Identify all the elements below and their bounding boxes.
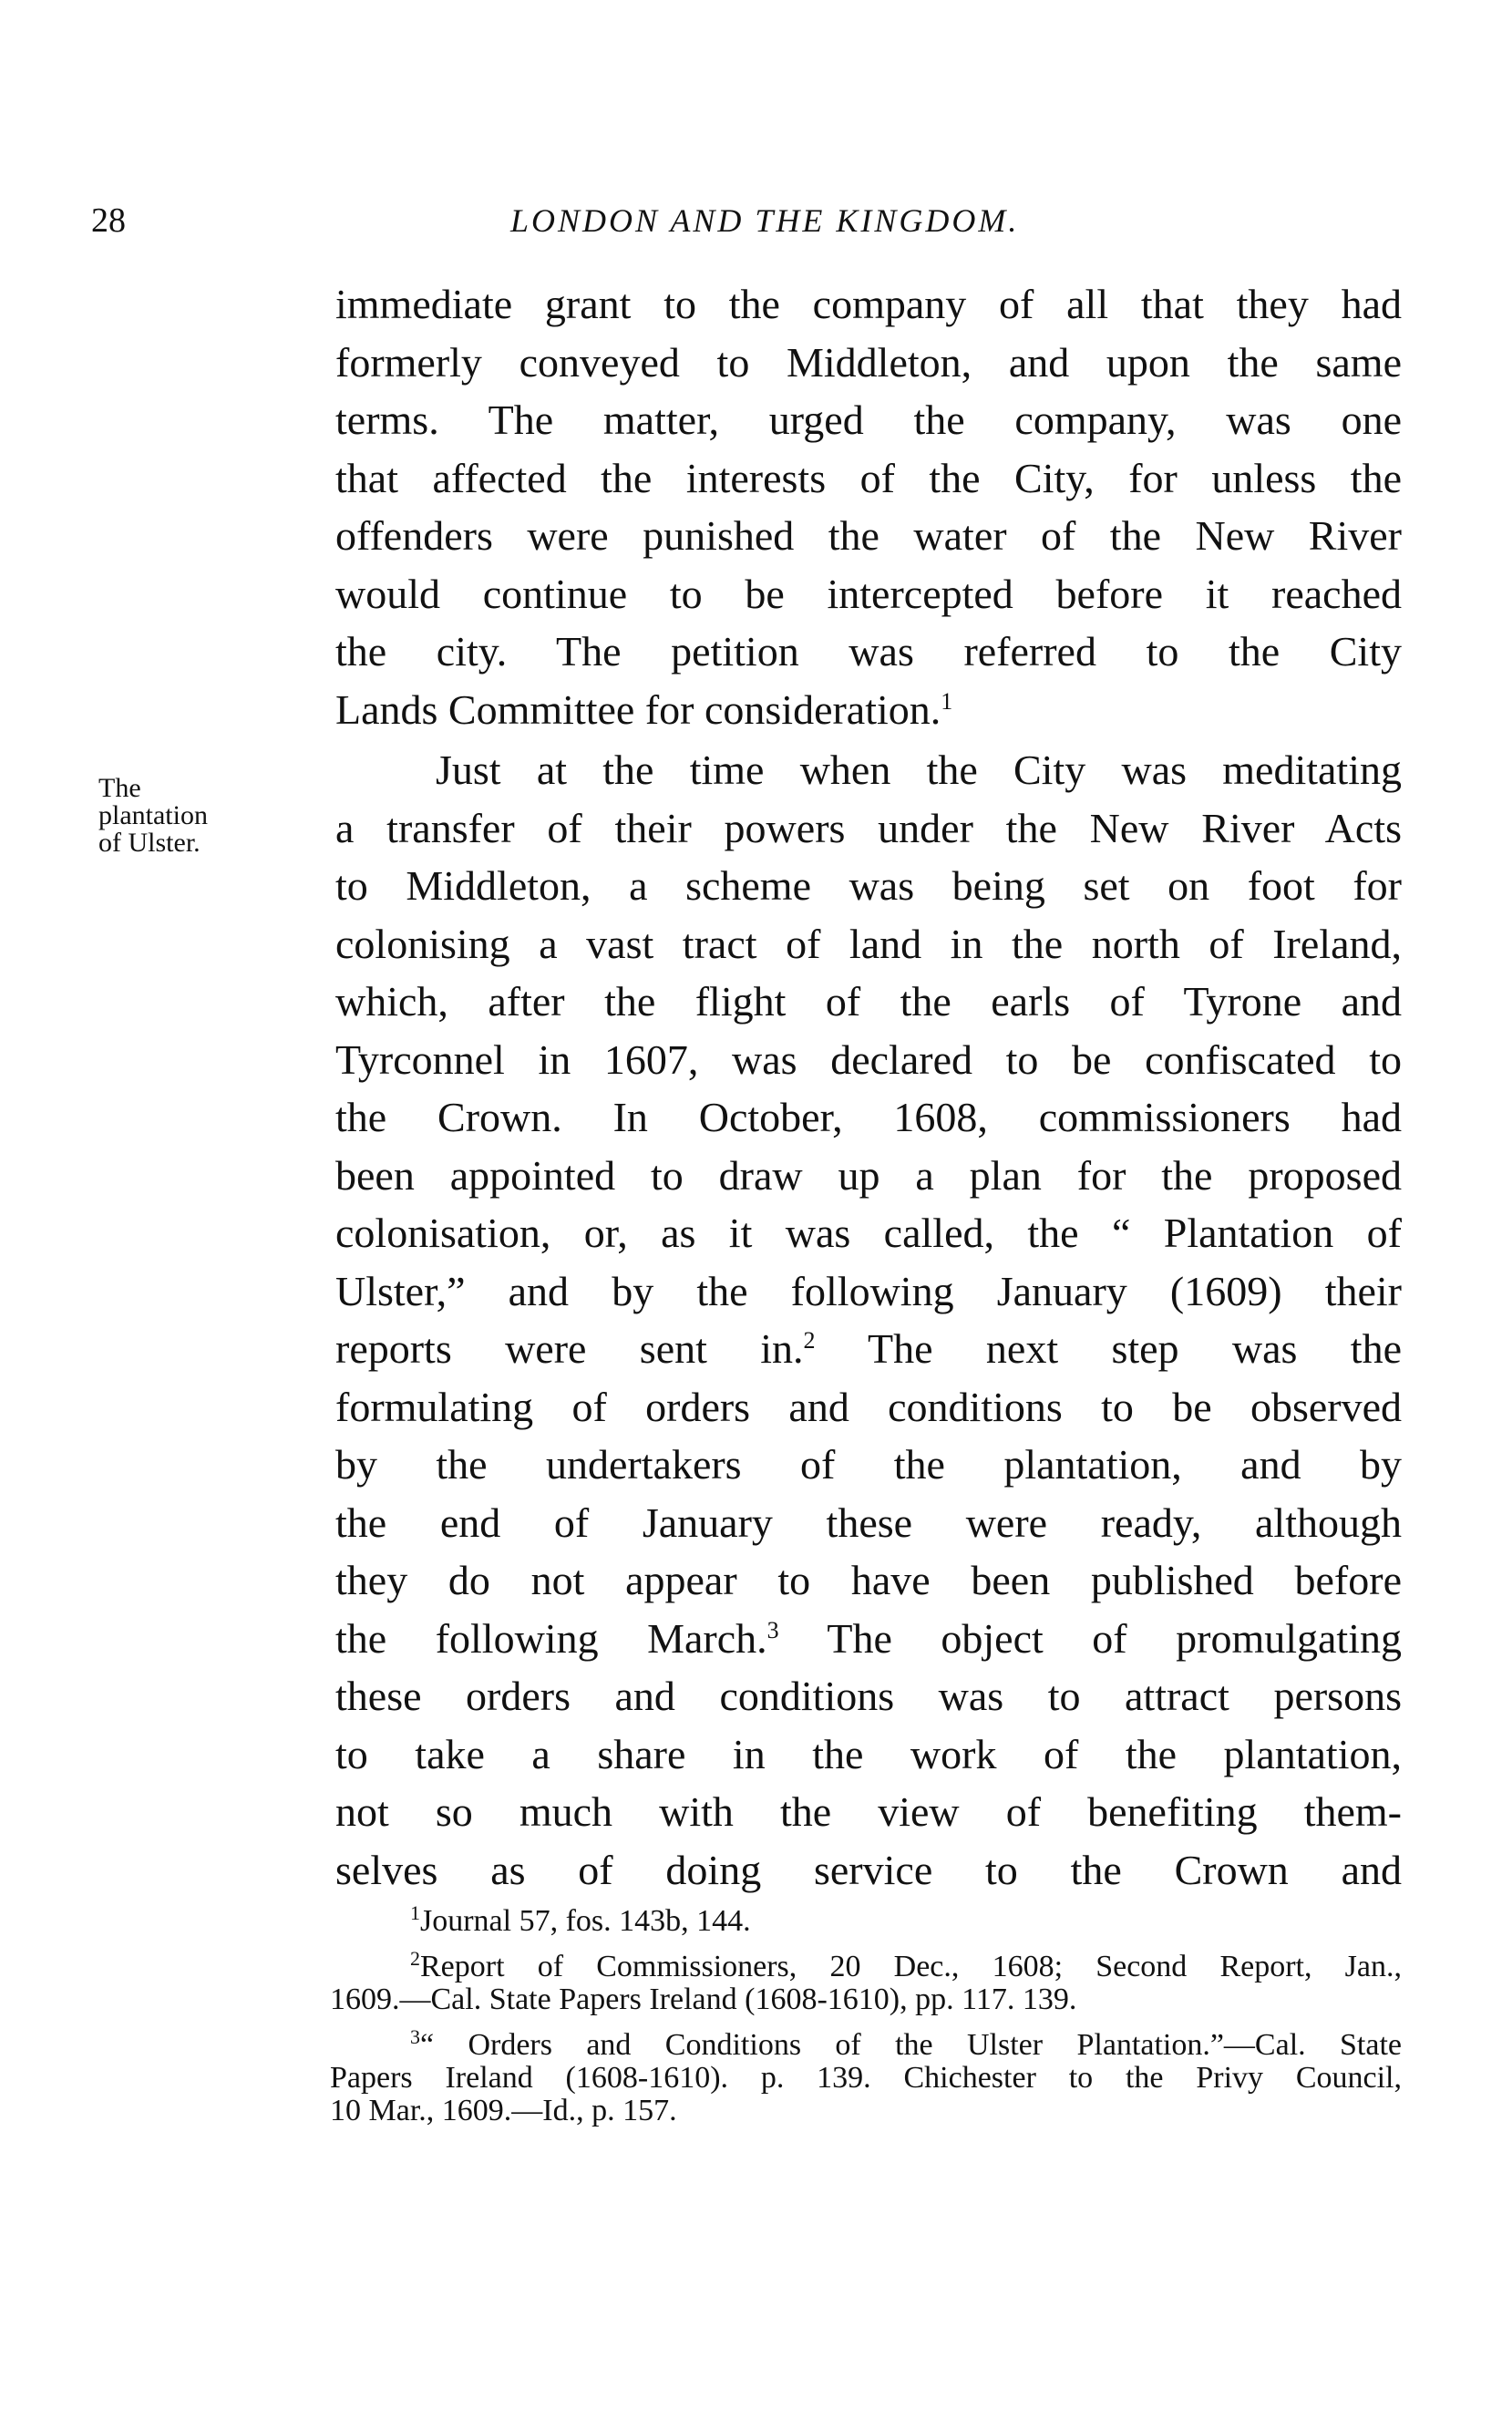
text-line: the Crown. In October, 1608, commissioners had [335, 1094, 1402, 1140]
footnote-reference: 2 [803, 1327, 816, 1354]
text-line: Tyrconnel in 1607, was declared to be confiscated to [335, 1035, 1402, 1083]
text-fragment: reports were sent in. [335, 1325, 804, 1372]
text-line: been appointed to draw up a plan for the proposed [335, 1151, 1402, 1199]
text-line [335, 681, 1402, 739]
footnote-text: Report of Commissioners, 20 Dec., 1608; Second Report, Jan., [420, 1950, 1402, 1983]
text-line: that affected the interests of the City, for unless the [335, 454, 1402, 501]
text-line: they do not appear to have been published before [335, 1557, 1402, 1603]
paragraph-continuation [335, 275, 1402, 738]
text-line: these orders and conditions was to attract persons [335, 1673, 1402, 1719]
text-line [335, 1610, 1402, 1668]
text-line: immediate grant to the company of all that they had [335, 281, 1402, 327]
footnote-text: “ Orders and Conditions of the Ulster Plantation.”—Cal. State [420, 2028, 1402, 2062]
text-line: not so much with the view of benefiting them- [335, 1788, 1402, 1835]
text-line: selves as of doing service to the Crown and [335, 1846, 1402, 1893]
margin-note-line: plantation [98, 800, 208, 830]
text-line: offenders were punished the water of the New River [335, 512, 1402, 559]
page-number: 28 [91, 201, 126, 240]
footnote-reference: 3 [766, 1616, 779, 1643]
footnote-marker: 3 [410, 2025, 420, 2048]
text-line: terms. The matter, urged the company, was one [335, 397, 1402, 443]
text-line: which, after the flight of the earls of Tyrone and [335, 978, 1402, 1025]
body-text [335, 275, 1402, 1899]
footnote-line [330, 2025, 1402, 2062]
text-line: the city. The petition was referred to the City [335, 628, 1402, 675]
text-line: formerly conveyed to Middleton, and upon the same [335, 338, 1402, 386]
text-line: Ulster,” and by the following January (1609) their [335, 1267, 1402, 1314]
text-line: colonising a vast tract of land in the north of Ireland, [335, 920, 1402, 967]
text-fragment: the following March. [335, 1614, 767, 1662]
footnote-marker: 2 [410, 1947, 420, 1970]
text-line: to take a share in the work of the plantation, [335, 1730, 1402, 1777]
text-fragment: Lands Committee for consideration. [335, 685, 941, 733]
text-fragment: The object of promulgating [778, 1614, 1402, 1662]
footnote-line [330, 1901, 1402, 1938]
footnote-line: 10 Mar., 1609.—Id., p. 157. [330, 2094, 677, 2127]
text-line: to Middleton, a scheme was being set on foot for [335, 862, 1402, 909]
margin-note [98, 775, 281, 857]
footnote-line [330, 1947, 1402, 1983]
footnote-line: Papers Ireland (1608-1610). p. 139. Chichester to the Privy Council, [330, 2061, 1402, 2095]
text-fragment: The next step was the [815, 1325, 1402, 1372]
footnote-reference: 1 [941, 687, 953, 715]
paragraph-plantation [335, 741, 1402, 1899]
footnotes [330, 1901, 1402, 2140]
footnote-text: Journal 57, fos. 143b, 144. [420, 1904, 751, 1938]
text-line: a transfer of their powers under the New River Acts [335, 804, 1402, 851]
margin-note-line: The [98, 773, 141, 803]
text-line: would continue to be intercepted before it reached [335, 570, 1402, 617]
footnote-3 [330, 2025, 1402, 2127]
text-line: by the undertakers of the plantation, and by [335, 1441, 1402, 1488]
footnote-marker: 1 [410, 1901, 420, 1924]
text-line: Just at the time when the City was meditating [436, 747, 1402, 793]
margin-note-line: of Ulster. [98, 828, 201, 858]
footnote-1 [330, 1901, 1402, 1938]
running-title: LONDON AND THE KINGDOM. [510, 202, 1020, 239]
footnote-2 [330, 1947, 1402, 2016]
footnote-line: 1609.—Cal. State Papers Ireland (1608-1610), pp. 117. 139. [330, 1983, 1077, 2016]
text-line: the end of January these were ready, although [335, 1499, 1402, 1546]
text-line: colonisation, or, as it was called, the “ Plantation of [335, 1210, 1402, 1256]
text-line: formulating of orders and conditions to be observed [335, 1383, 1402, 1430]
text-line [335, 1320, 1402, 1378]
